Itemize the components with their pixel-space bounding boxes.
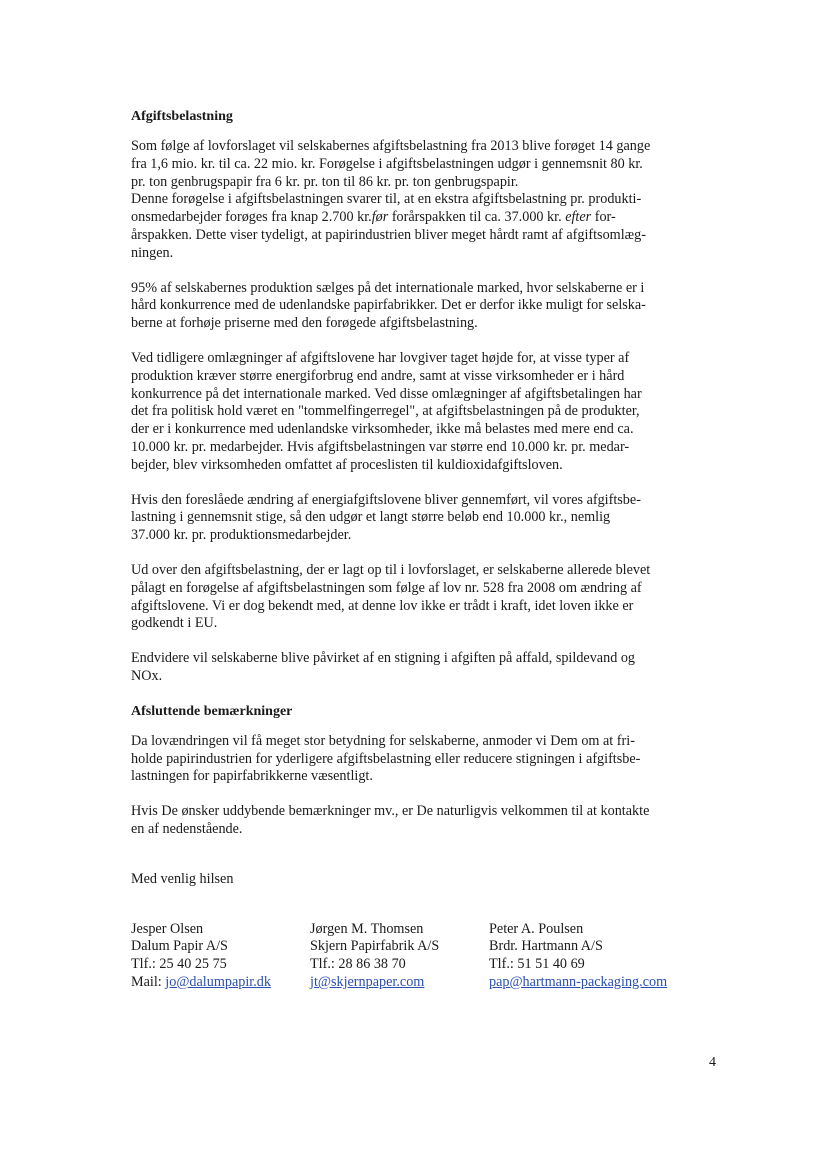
signatory-company: Dalum Papir A/S (131, 938, 228, 955)
paragraph-tax-increase: Som følge af lovforslaget vil selskabernes afgiftsbelastning fra 2013 blive forøget 14 gange fra 1,6 mio. kr. til ca. 22 mio. kr. Forøgelse i afgiftsbelastningen udgør i gennemsnit 80 kr. pr. ton genbrugspapir fra 6 kr. pr. ton til 86 kr. pr. ton genbrugspapir. Denne forøgelse i afgiftsbelastningen svarer til, at en ekstra afgiftsbelastning pr. produkti- onsmedarbejder forøges fra knap 2.700 kr.før forårspakken til ca. 37.000 kr. efter for- årspakken. Dette viser tydeligt, at papirindustrien bliver meget hårdt ramt af afgiftsomlæg- ningen. (131, 138, 651, 261)
signatory-3 (489, 921, 667, 992)
page-number: 4 (709, 1055, 716, 1070)
paragraph-international-market: 95% af selskabernes produktion sælges på det internationale marked, hvor selskaberne er i hård konkurrence med de udenlandske papirfabrikker. Det er derfor ikke muligt for selska- berne at forhøje priserne med den forøgede afgiftsbelastning. (131, 279, 646, 332)
email-link-dalum[interactable]: jo@dalumpapir.dk (165, 973, 271, 990)
signatory-name: Jesper Olsen (131, 920, 204, 937)
signatory-company: Skjern Papirfabrik A/S (310, 938, 440, 955)
paragraph-law-528: Ud over den afgiftsbelastning, der er lagt op til i lovforslaget, er selskaberne allerede blevet pålagt en forøgelse af afgiftsbelastningen som følge af lov nr. 528 fra 2008 om ændring af afgiftslovene. Vi er dog bekendt med, at denne lov ikke er trådt i kraft, idet loven ikke er godkendt i EU. (131, 561, 651, 632)
signature-block (131, 921, 731, 992)
signatory-phone: Tlf.: 28 86 38 70 (310, 956, 406, 973)
signatory-name: Jørgen M. Thomsen (310, 920, 424, 937)
email-link-skjern[interactable]: jt@skjernpaper.com (310, 973, 425, 990)
paragraph-request: Da lovændringen vil få meget stor betydning for selskaberne, anmoder vi Dem om at fri- holde papirindustrien for yderligere afgiftsbelastning eller reducere stigningen i afgiftsbe- lastningen for papirfabrikkerne væsentligt. (131, 732, 641, 785)
emphasis-before: før (371, 209, 389, 226)
closing-salutation: Med venlig hilsen (131, 870, 234, 887)
document-page (131, 108, 731, 992)
signatory-phone: Tlf.: 51 51 40 69 (489, 956, 585, 973)
section-heading-closing-remarks: Afsluttende bemærkninger (131, 703, 293, 719)
emphasis-after: efter (565, 209, 592, 226)
signatory-company: Brdr. Hartmann A/S (489, 938, 603, 955)
signatory-phone: Tlf.: 25 40 25 75 (131, 956, 227, 973)
mail-label: Mail: (131, 973, 166, 990)
paragraph-proposed-change: Hvis den foreslåede ændring af energiafgiftslovene bliver gennemført, vil vores afgiftsbe- lastning i gennemsnit stige, så den udgør et langt større beløb end 10.000 kr., nemlig 37.000 kr. pr. produktionsmedarbejder. (131, 491, 641, 544)
paragraph-waste-tax: Endvidere vil selskaberne blive påvirket af en stigning i afgiften på affald, spildevand og NOx. (131, 650, 636, 684)
signatory-name: Peter A. Poulsen (489, 920, 584, 937)
paragraph-contact: Hvis De ønsker uddybende bemærkninger mv., er De naturligvis velkommen til at kontakte en af nedenstående. (131, 803, 650, 837)
section-heading-afgiftsbelastning: Afgiftsbelastning (131, 109, 233, 124)
paragraph-previous-reforms: Ved tidligere omlægninger af afgiftslovene har lovgiver taget højde for, at visse typer af produktion kræver større energiforbrug end andre, samt at visse virksomheder er i hård konkurrence på det internationale marked. Ved disse omlægninger af afgiftsbetalingen har det fra politisk hold været en "tommelfingerregel", at afgiftsbelastningen på de produkter, der er i konkurrence med udenlandske virksomheder, ikke må belastes med mere end ca. 10.000 kr. pr. medarbejder. Hvis afgiftsbelastningen var større end 10.000 kr. pr. medar- bejder, blev virksomheden omfattet af proceslisten til kuldioxidafgiftsloven. (131, 349, 642, 473)
email-link-hartmann[interactable]: pap@hartmann-packaging.com (489, 973, 668, 990)
signatory-1 (131, 921, 310, 992)
signatory-2 (310, 921, 489, 992)
